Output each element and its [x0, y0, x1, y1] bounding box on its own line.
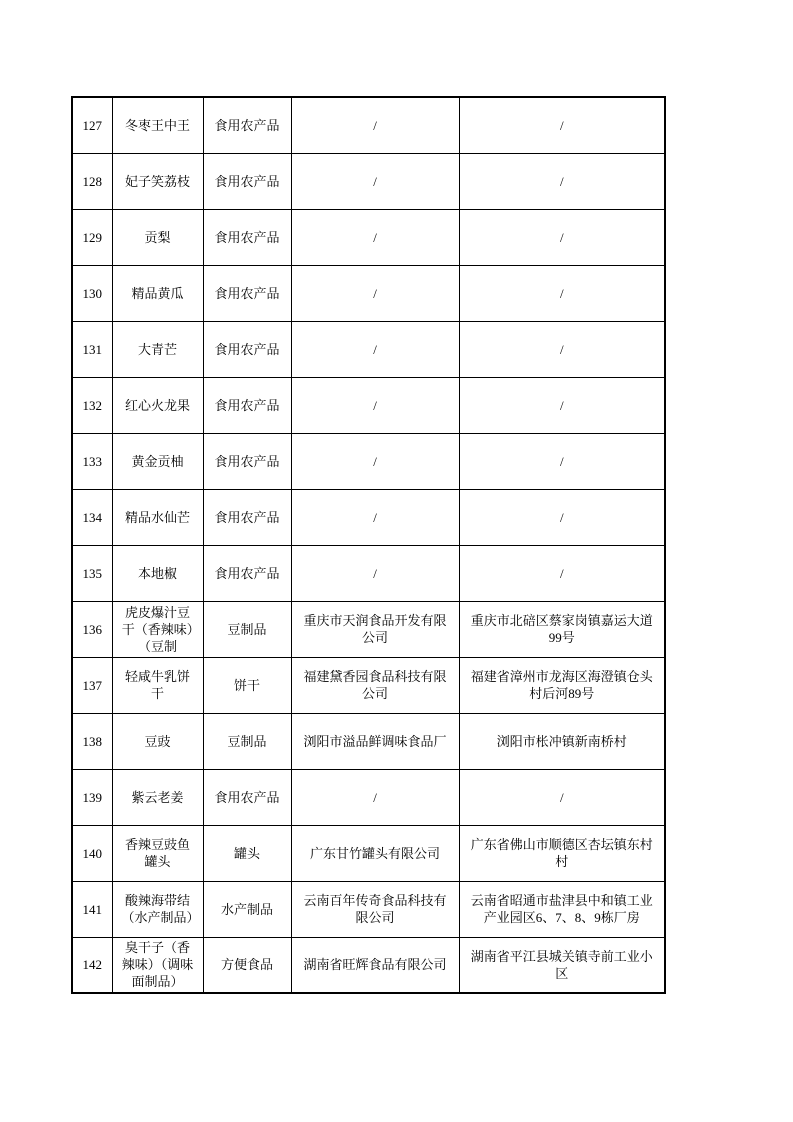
- cell-product-name: 精品黄瓜: [112, 265, 203, 321]
- cell-product-name: 酸辣海带结（水产制品）: [112, 881, 203, 937]
- cell-product-category: 食用农产品: [203, 489, 291, 545]
- cell-row-number: 128: [72, 153, 112, 209]
- cell-producer-name: 浏阳市溢品鲜调味食品厂: [291, 713, 459, 769]
- cell-product-name: 精品水仙芒: [112, 489, 203, 545]
- cell-row-number: 136: [72, 601, 112, 657]
- cell-row-number: 130: [72, 265, 112, 321]
- cell-row-number: 133: [72, 433, 112, 489]
- cell-row-number: 129: [72, 209, 112, 265]
- table-row: [72, 209, 665, 265]
- cell-product-category: 食用农产品: [203, 97, 291, 153]
- cell-row-number: 141: [72, 881, 112, 937]
- table-row: [72, 825, 665, 881]
- cell-producer-address: /: [459, 769, 665, 825]
- table-row: [72, 433, 665, 489]
- cell-product-category: 水产制品: [203, 881, 291, 937]
- cell-producer-name: 湖南省旺辉食品有限公司: [291, 937, 459, 993]
- cell-product-name: 妃子笑荔枝: [112, 153, 203, 209]
- cell-product-name: 香辣豆豉鱼罐头: [112, 825, 203, 881]
- table-row: [72, 601, 665, 657]
- cell-product-name: 虎皮爆汁豆干（香辣味）（豆制: [112, 601, 203, 657]
- cell-product-category: 豆制品: [203, 601, 291, 657]
- cell-producer-name: /: [291, 153, 459, 209]
- table-row: [72, 377, 665, 433]
- cell-product-name: 红心火龙果: [112, 377, 203, 433]
- cell-row-number: 138: [72, 713, 112, 769]
- cell-product-category: 食用农产品: [203, 321, 291, 377]
- product-table-body: [72, 97, 665, 993]
- cell-row-number: 134: [72, 489, 112, 545]
- cell-product-category: 食用农产品: [203, 377, 291, 433]
- table-row: [72, 545, 665, 601]
- cell-producer-address: /: [459, 265, 665, 321]
- cell-product-category: 食用农产品: [203, 769, 291, 825]
- cell-product-name: 大青芒: [112, 321, 203, 377]
- cell-row-number: 142: [72, 937, 112, 993]
- cell-row-number: 139: [72, 769, 112, 825]
- cell-product-category: 豆制品: [203, 713, 291, 769]
- cell-product-category: 罐头: [203, 825, 291, 881]
- cell-product-name: 本地椒: [112, 545, 203, 601]
- cell-producer-address: /: [459, 377, 665, 433]
- cell-product-category: 方便食品: [203, 937, 291, 993]
- table-row: [72, 937, 665, 993]
- cell-producer-name: /: [291, 265, 459, 321]
- cell-product-category: 食用农产品: [203, 433, 291, 489]
- cell-producer-address: /: [459, 153, 665, 209]
- cell-producer-address: 浏阳市枨冲镇新南桥村: [459, 713, 665, 769]
- cell-producer-address: 福建省漳州市龙海区海澄镇仓头村后河89号: [459, 657, 665, 713]
- cell-producer-address: /: [459, 433, 665, 489]
- table-row: [72, 97, 665, 153]
- cell-product-name: 紫云老姜: [112, 769, 203, 825]
- cell-producer-name: 福建黛香园食品科技有限公司: [291, 657, 459, 713]
- cell-product-category: 食用农产品: [203, 209, 291, 265]
- cell-product-category: 食用农产品: [203, 545, 291, 601]
- cell-producer-address: /: [459, 545, 665, 601]
- table-row: [72, 153, 665, 209]
- table-row: [72, 769, 665, 825]
- cell-row-number: 137: [72, 657, 112, 713]
- cell-producer-name: /: [291, 545, 459, 601]
- cell-producer-name: /: [291, 433, 459, 489]
- cell-product-name: 轻咸牛乳饼干: [112, 657, 203, 713]
- cell-producer-address: 云南省昭通市盐津县中和镇工业产业园区6、7、8、9栋厂房: [459, 881, 665, 937]
- cell-producer-name: /: [291, 377, 459, 433]
- cell-producer-address: /: [459, 209, 665, 265]
- table-row: [72, 265, 665, 321]
- cell-producer-name: 云南百年传奇食品科技有限公司: [291, 881, 459, 937]
- product-table: [71, 96, 666, 994]
- table-row: [72, 489, 665, 545]
- table-row: [72, 713, 665, 769]
- cell-producer-address: /: [459, 489, 665, 545]
- cell-producer-address: /: [459, 97, 665, 153]
- cell-row-number: 131: [72, 321, 112, 377]
- table-row: [72, 321, 665, 377]
- cell-producer-name: /: [291, 321, 459, 377]
- cell-product-name: 冬枣王中王: [112, 97, 203, 153]
- cell-producer-address: 广东省佛山市顺德区杏坛镇东村村: [459, 825, 665, 881]
- cell-row-number: 140: [72, 825, 112, 881]
- cell-product-name: 豆豉: [112, 713, 203, 769]
- cell-producer-name: /: [291, 97, 459, 153]
- cell-product-name: 贡梨: [112, 209, 203, 265]
- cell-producer-name: /: [291, 489, 459, 545]
- cell-product-name: 黄金贡柚: [112, 433, 203, 489]
- cell-producer-address: /: [459, 321, 665, 377]
- cell-row-number: 135: [72, 545, 112, 601]
- table-row: [72, 657, 665, 713]
- cell-row-number: 127: [72, 97, 112, 153]
- cell-producer-name: /: [291, 769, 459, 825]
- cell-product-name: 臭干子（香辣味）（调味面制品）: [112, 937, 203, 993]
- table-row: [72, 881, 665, 937]
- cell-product-category: 食用农产品: [203, 153, 291, 209]
- cell-product-category: 饼干: [203, 657, 291, 713]
- cell-producer-name: 广东甘竹罐头有限公司: [291, 825, 459, 881]
- cell-producer-name: /: [291, 209, 459, 265]
- cell-producer-address: 重庆市北碚区蔡家岗镇嘉运大道99号: [459, 601, 665, 657]
- cell-row-number: 132: [72, 377, 112, 433]
- cell-producer-name: 重庆市天润食品开发有限公司: [291, 601, 459, 657]
- cell-producer-address: 湖南省平江县城关镇寺前工业小区: [459, 937, 665, 993]
- cell-product-category: 食用农产品: [203, 265, 291, 321]
